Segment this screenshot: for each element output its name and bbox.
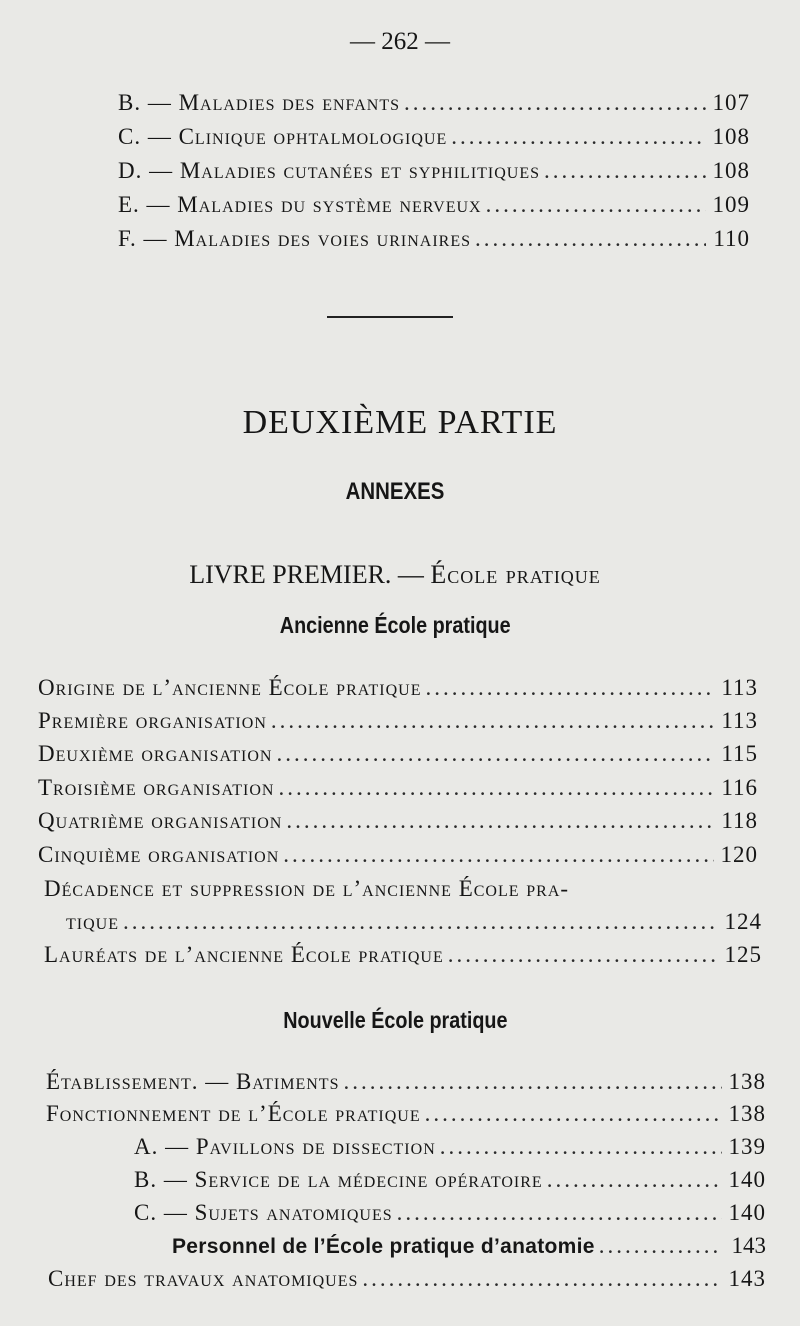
leader-dots <box>544 158 706 184</box>
toc-entry-label-line1[interactable]: Décadence et suppression de l’ancienne École pra- <box>44 876 570 901</box>
leader-dots <box>451 124 706 150</box>
toc-entry-page: 118 <box>721 808 758 833</box>
page-number: — 262 — <box>350 28 450 55</box>
toc-entry[interactable] <box>48 1266 766 1292</box>
toc-entry-label: Fonctionnement de l’École pratique <box>46 1101 421 1126</box>
toc-entry-label: Première organisation <box>38 708 267 733</box>
leader-dots <box>397 1200 722 1226</box>
toc-entry[interactable] <box>38 675 758 701</box>
toc-entry-label: C. — Sujets anatomiques <box>134 1200 393 1225</box>
leader-dots <box>271 708 714 734</box>
toc-entry-label: Quatrième organisation <box>38 808 283 833</box>
toc-entry-page: 138 <box>728 1101 766 1126</box>
toc-entry-bold[interactable] <box>172 1233 766 1259</box>
leader-dots <box>343 1069 722 1095</box>
toc-subentry[interactable] <box>134 1200 766 1226</box>
leader-dots <box>283 842 714 868</box>
toc-entry-label: F. — Maladies des voies urinaires <box>118 226 472 251</box>
toc-entry-page: 113 <box>721 675 758 700</box>
toc-entry[interactable] <box>38 842 758 868</box>
toc-entry-page: 143 <box>731 1233 766 1258</box>
toc-entry[interactable] <box>38 708 758 734</box>
toc-entry-page: 113 <box>721 708 758 733</box>
toc-entry-label: Troisième organisation <box>38 775 275 800</box>
toc-entry[interactable] <box>46 1069 766 1095</box>
toc-entry-page: 140 <box>728 1200 766 1225</box>
toc-entry[interactable] <box>66 909 762 935</box>
toc-entry-label: Personnel de l’École pratique d’anatomie <box>172 1235 595 1258</box>
section-title-text: Ancienne École pratique <box>279 612 511 638</box>
annex-title: ANNEXES <box>345 478 445 505</box>
livre-title: École pratique <box>430 560 601 589</box>
toc-entry-page: 139 <box>728 1134 766 1159</box>
toc-entry-label: B. — Maladies des enfants <box>118 90 401 115</box>
leader-dots <box>486 192 706 218</box>
toc-entry-label: Deuxième organisation <box>38 741 273 766</box>
toc-entry-page: 109 <box>712 192 750 217</box>
leader-dots <box>475 226 706 252</box>
leader-dots <box>286 808 714 834</box>
part-title: DEUXIÈME PARTIE <box>242 404 558 441</box>
toc-entry[interactable] <box>118 158 750 184</box>
leader-dots <box>362 1266 722 1292</box>
toc-entry-label: Origine de l’ancienne École pratique <box>38 675 422 700</box>
toc-entry-page: 110 <box>713 226 750 251</box>
toc-entry-page: 124 <box>724 909 762 934</box>
leader-dots <box>123 909 718 935</box>
leader-dots <box>276 741 714 767</box>
toc-entry-page: 108 <box>712 124 750 149</box>
toc-entry[interactable] <box>118 124 750 150</box>
toc-entry-page: 143 <box>728 1266 766 1291</box>
toc-entry-page: 138 <box>728 1069 766 1094</box>
toc-entry-page: 115 <box>721 741 758 766</box>
section-title-ancienne <box>0 612 790 639</box>
toc-entry-label: E. — Maladies du système nerveux <box>118 192 482 217</box>
toc-entry-page: 120 <box>720 842 758 867</box>
leader-dots <box>404 90 706 116</box>
toc-entry[interactable] <box>46 1101 766 1127</box>
toc-entry[interactable] <box>38 741 758 767</box>
leader-dots <box>599 1233 722 1259</box>
livre-heading <box>0 560 790 590</box>
section-title-nouvelle <box>0 1007 790 1034</box>
toc-entry-label: B. — Service de la médecine opératoire <box>134 1167 543 1192</box>
toc-entry-label: Cinquième organisation <box>38 842 280 867</box>
toc-entry-label: C. — Clinique ophtalmologique <box>118 124 448 149</box>
toc-entry-label: D. — Maladies cutanées et syphilitiques <box>118 158 541 183</box>
toc-entry[interactable] <box>118 226 750 252</box>
toc-entry[interactable] <box>118 90 750 116</box>
toc-entry-page: 116 <box>721 775 758 800</box>
leader-dots <box>426 675 714 701</box>
toc-entry-label: tique <box>66 909 119 934</box>
toc-entry-label: A. — Pavillons de dissection <box>134 1134 436 1159</box>
toc-entry[interactable] <box>38 808 758 834</box>
toc-entry-page: 140 <box>728 1167 766 1192</box>
toc-subentry[interactable] <box>134 1134 766 1160</box>
leader-dots <box>547 1167 722 1193</box>
livre-prefix: LIVRE PREMIER. — <box>189 560 431 589</box>
leader-dots <box>448 942 718 968</box>
toc-entry-label: Établissement. — Batiments <box>46 1069 340 1094</box>
toc-subentry[interactable] <box>134 1167 766 1193</box>
toc-entry-page: 125 <box>724 942 762 967</box>
section-title-text: Nouvelle École pratique <box>282 1007 508 1033</box>
leader-dots <box>425 1101 722 1127</box>
toc-entry[interactable] <box>44 942 762 968</box>
leader-dots <box>440 1134 722 1160</box>
toc-entry-label: Lauréats de l’ancienne École pratique <box>44 942 444 967</box>
toc-entry-page: 108 <box>712 158 750 183</box>
toc-entry[interactable] <box>118 192 750 218</box>
toc-entry[interactable] <box>38 775 758 801</box>
toc-entry-page: 107 <box>712 90 750 115</box>
leader-dots <box>278 775 714 801</box>
toc-entry-label: Chef des travaux anatomiques <box>48 1266 359 1291</box>
section-divider <box>327 316 453 318</box>
